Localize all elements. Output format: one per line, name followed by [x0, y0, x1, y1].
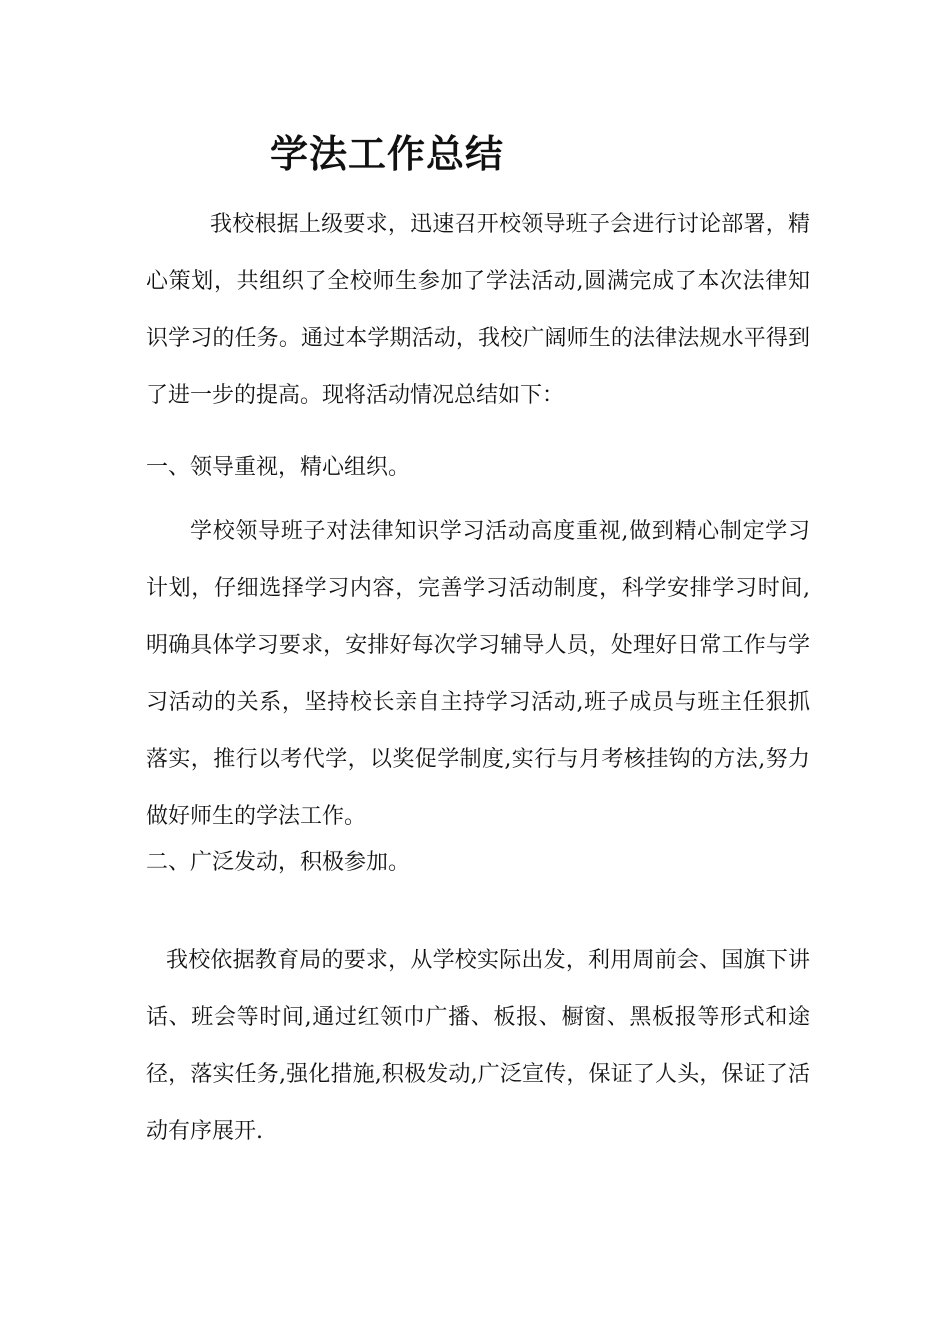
section-1-heading: 一、领导重视，精心组织。	[146, 455, 411, 480]
document-title: 学法工作总结	[270, 132, 505, 176]
section-2-paragraph: 我校依据教育局的要求，从学校实际出发，利用周前会、国旗下讲话、班会等时间,通过红领巾广播、板报、橱窗、黑板报等形式和途径，落实任务,强化措施,积极发动,广泛宣传，保证了人头，保证了活动有序展开.	[146, 948, 810, 1144]
intro-paragraph: 我校根据上级要求，迅速召开校领导班子会进行讨论部署，精心策划，共组织了全校师生参加了学法活动,圆满完成了本次法律知识学习的任务。通过本学期活动，我校广阔师生的法律法规水平得到了进一步的提高。现将活动情况总结如下：	[146, 212, 810, 408]
section-1-paragraph: 学校领导班子对法律知识学习活动高度重视,做到精心制定学习计划，仔细选择学习内容，完善学习活动制度，科学安排学习时间,明确具体学习要求，安排好每次学习辅导人员，处理好日常工作与学习活动的关系，坚持校长亲自主持学习活动,班子成员与班主任狠抓落实，推行以考代学，以奖促学制度,实行与月考核挂钩的方法,努力做好师生的学法工作。	[146, 519, 810, 829]
section-2-heading: 二、广泛发动，积极参加。	[146, 850, 411, 875]
